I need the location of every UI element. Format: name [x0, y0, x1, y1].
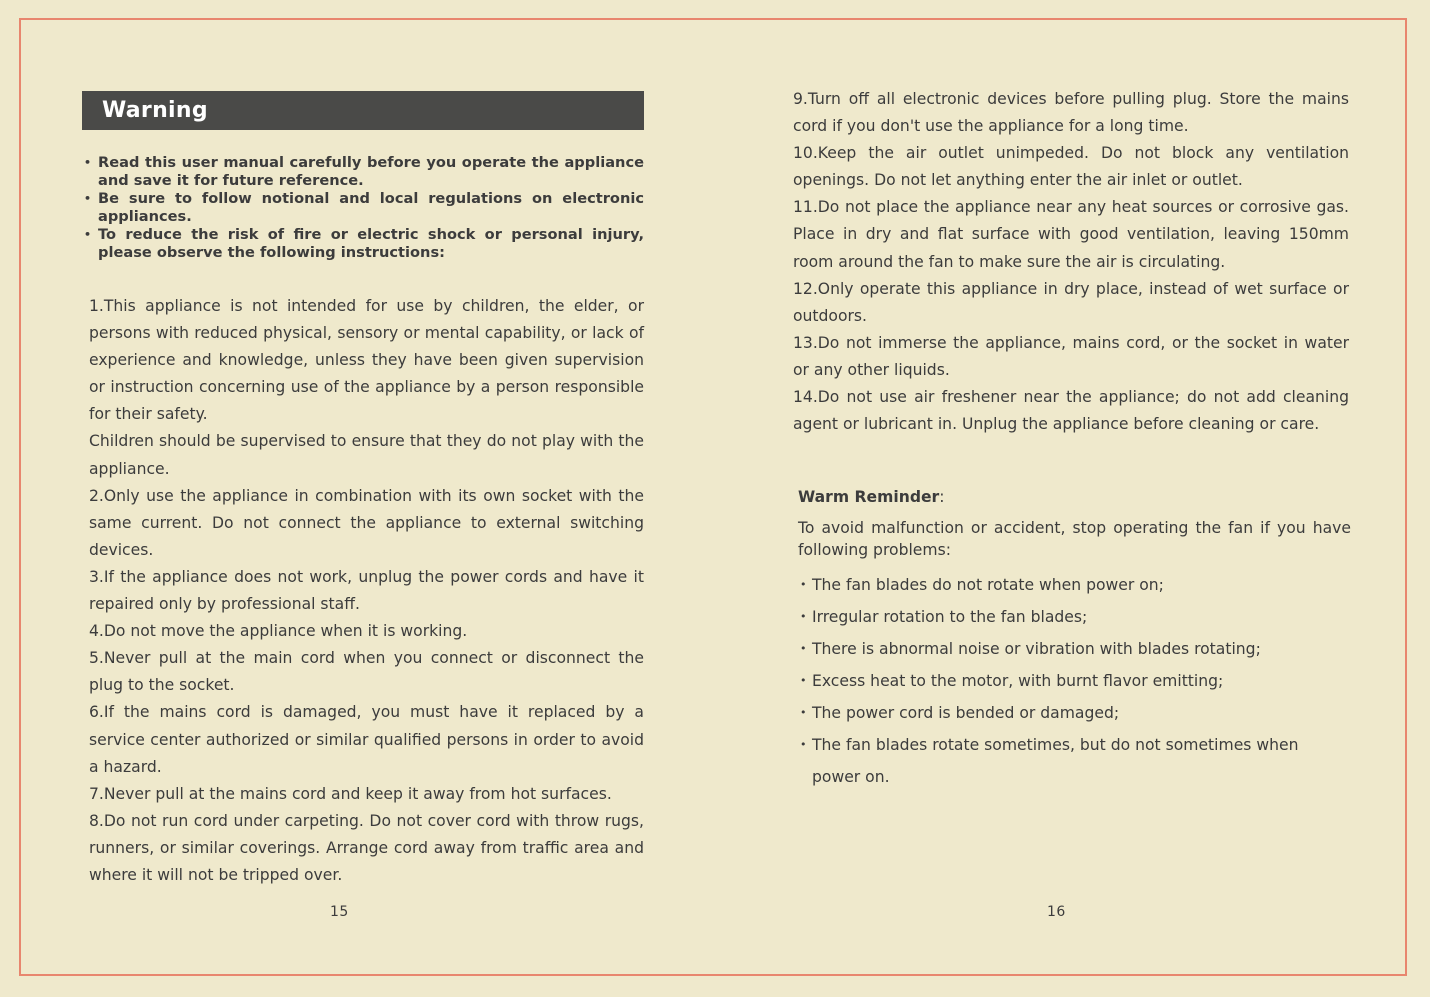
instruction-paragraph: Children should be supervised to ensure that they do not play with the appliance.: [89, 432, 644, 478]
problem-item: • There is abnormal noise or vibration with blades rotating;: [798, 633, 1351, 665]
left-instructions: [89, 293, 644, 889]
problem-list: [798, 569, 1351, 793]
warm-reminder-title-text: Warm Reminder: [798, 488, 940, 506]
instruction-paragraph: 2.Only use the appliance in combination with its own socket with the same current. Do not connect the appliance to external switching devices.: [89, 486, 644, 559]
instruction-paragraph: 4.Do not move the appliance when it is working.: [89, 622, 468, 641]
instruction-paragraph: 3.If the appliance does not work, unplug the power cords and have it repaired only by professional staff.: [89, 567, 644, 614]
right-instructions: [793, 86, 1349, 438]
warning-bullet: • Be sure to follow notional and local regulations on electronic appliances.: [84, 190, 644, 226]
page-number: 15: [330, 904, 349, 920]
problem-item: • Excess heat to the motor, with burnt flavor emitting;: [798, 665, 1351, 697]
instruction-paragraph: 1.This appliance is not intended for use by children, the elder, or persons with reduced physical, sensory or mental capability, or lack of experience and knowledge, unless they have been given supervision or instruction concerning use of the appliance by a person responsible for their safety.: [89, 297, 644, 424]
warning-bullet: • To reduce the risk of fire or electric shock or personal injury, please observe the following instructions:: [84, 226, 644, 262]
instruction-paragraph: 10.Keep the air outlet unimpeded. Do not block any ventilation openings. Do not let anything enter the air inlet or outlet.: [793, 144, 1349, 190]
problem-item: • The fan blades do not rotate when power on;: [798, 569, 1351, 601]
instruction-paragraph: 8.Do not run cord under carpeting. Do not cover cord with throw rugs, runners, or similar coverings. Arrange cord away from traffic area and where it will not be tripped over.: [89, 811, 644, 884]
page-number: 16: [1047, 904, 1066, 920]
warm-reminder-title: [798, 485, 1351, 509]
instruction-paragraph: 7.Never pull at the mains cord and keep it away from hot surfaces.: [89, 784, 612, 803]
problem-item: • The power cord is bended or damaged;: [798, 697, 1351, 729]
instruction-paragraph: 14.Do not use air freshener near the appliance; do not add cleaning agent or lubricant in. Unplug the appliance before cleaning or care.: [793, 388, 1349, 434]
warning-bullet-list: [84, 154, 644, 262]
warm-reminder-title-colon: :: [939, 488, 945, 506]
warning-bullet: • Read this user manual carefully before you operate the appliance and save it for future reference.: [84, 154, 644, 190]
warning-header: Warning: [82, 91, 644, 130]
instruction-paragraph: 12.Only operate this appliance in dry place, instead of wet surface or outdoors.: [793, 279, 1349, 325]
instruction-paragraph: 6.If the mains cord is damaged, you must have it replaced by a service center authorized or similar qualified persons in order to avoid a hazard.: [89, 703, 644, 776]
instruction-paragraph: 13.Do not immerse the appliance, mains cord, or the socket in water or any other liquids.: [793, 333, 1349, 379]
instruction-paragraph: 11.Do not place the appliance near any heat sources or corrosive gas. Place in dry and flat surface with good ventilation, leaving 150mm room around the fan to make sure the air is circulating.: [793, 198, 1349, 271]
problem-item: • The fan blades rotate sometimes, but do not sometimes when power on.: [798, 729, 1351, 793]
instruction-paragraph: 9.Turn off all electronic devices before pulling plug. Store the mains cord if you don't use the appliance for a long time.: [793, 90, 1349, 136]
problem-item: • Irregular rotation to the fan blades;: [798, 601, 1351, 633]
warm-reminder-intro: To avoid malfunction or accident, stop operating the fan if you have following problems:: [798, 519, 1351, 559]
warm-reminder-section: [798, 485, 1351, 793]
instruction-paragraph: 5.Never pull at the main cord when you connect or disconnect the plug to the socket.: [89, 649, 644, 695]
